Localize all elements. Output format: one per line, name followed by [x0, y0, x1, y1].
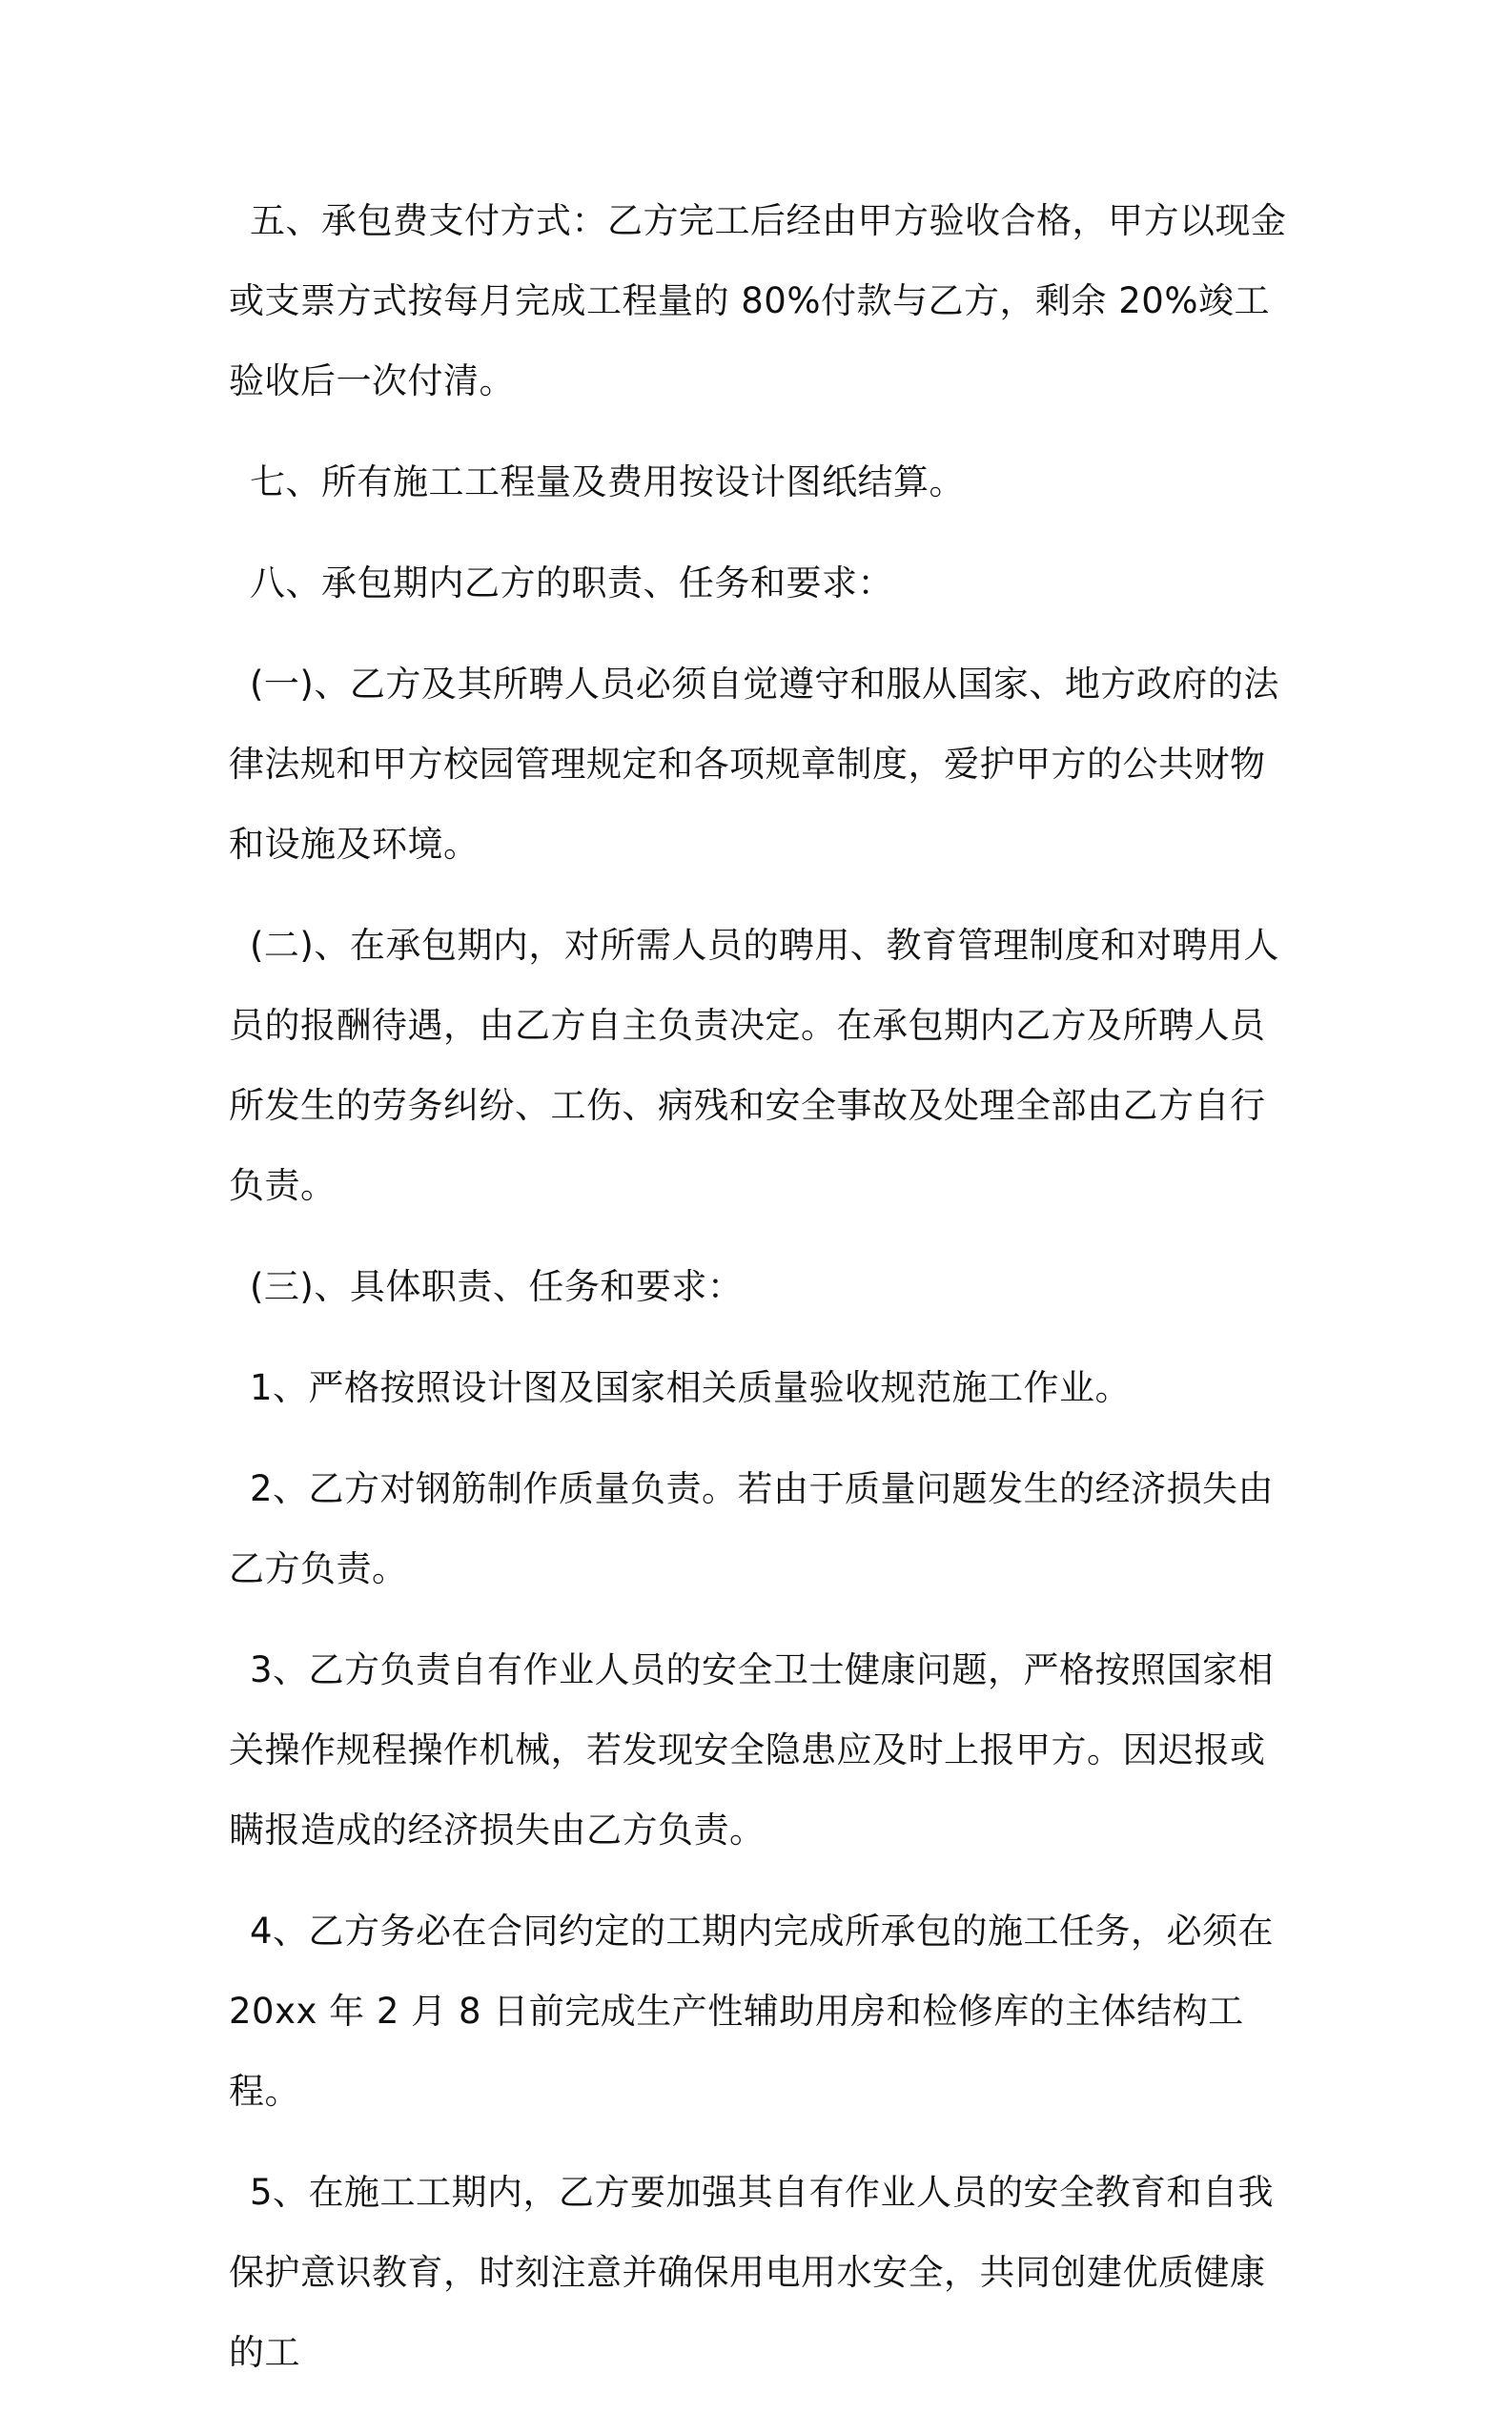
paragraph-compliance: (一)、乙方及其所聘人员必须自觉遵守和服从国家、地方政府的法律法规和甲方校园管理规定和各项规章制度，爱护甲方的公共财物和设施及环境。	[229, 664, 1279, 865]
list-item-4: 4、乙方务必在合同约定的工期内完成所承包的施工任务，必须在 20xx 年 2 月 8 日前完成生产性辅助用房和检修库的主体结构工程。	[229, 1911, 1286, 2112]
paragraph-personnel: (二)、在承包期内，对所需人员的聘用、教育管理制度和对聘用人员的报酬待遇，由乙方自主负责决定。在承包期内乙方及所聘人员所发生的劳务纠纷、工伤、病残和安全事故及处理全部由乙方自行负责。	[229, 925, 1279, 1206]
list-item-2: 2、乙方对钢筋制作质量负责。若由于质量问题发生的经济损失由乙方负责。	[229, 1468, 1275, 1589]
list-item-3: 3、乙方负责自有作业人员的安全卫士健康问题，严格按照国家相关操作规程操作机械，若发现安全隐患应及时上报甲方。因迟报或瞒报造成的经济损失由乙方负责。	[229, 1649, 1275, 1851]
paragraph-specific-duties-heading: (三)、具体职责、任务和要求：	[250, 1266, 744, 1307]
document-body	[229, 181, 1297, 2414]
list-item-1: 1、严格按照设计图及国家相关质量验收规范施工作业。	[250, 1367, 1132, 1408]
paragraph-responsibilities-heading: 八、承包期内乙方的职责、任务和要求：	[250, 563, 893, 604]
paragraph-payment-method: 五、承包费支付方式：乙方完工后经由甲方验收合格，甲方以现金或支票方式按每月完成工程量的 80%付款与乙方，剩余 20%竣工验收后一次付清。	[229, 200, 1287, 401]
paragraph-settlement: 七、所有施工工程量及费用按设计图纸结算。	[250, 461, 965, 502]
list-item-5: 5、在施工工期内，乙方要加强其自有作业人员的安全教育和自我保护意识教育，时刻注意并确保用电用水安全，共同创建优质健康的工	[229, 2172, 1275, 2373]
